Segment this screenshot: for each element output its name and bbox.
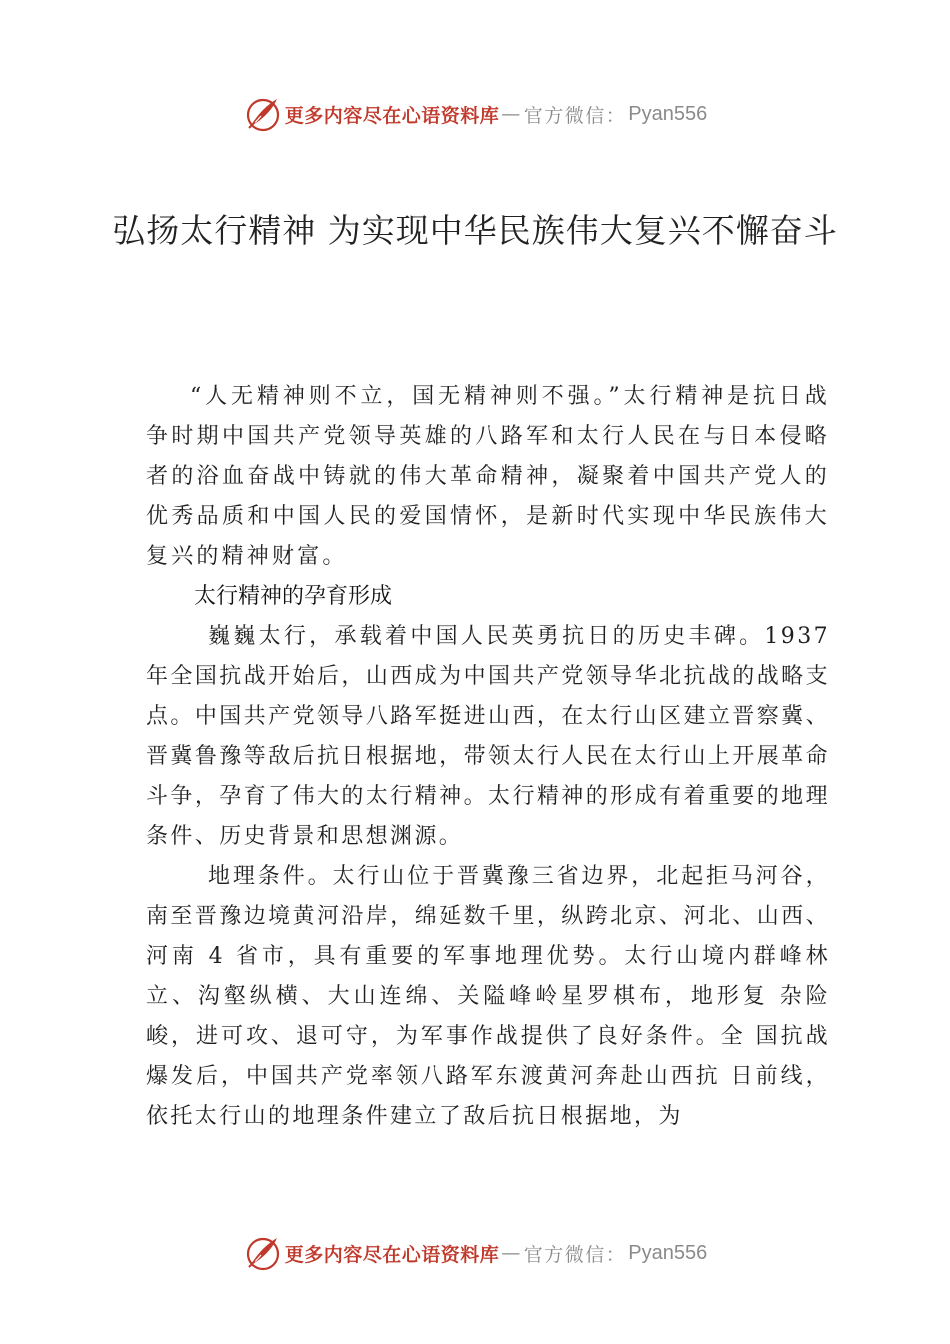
- body-paragraph-2: 地理条件。太行山位于晋冀豫三省边界，北起拒马河谷，南至晋豫边境黄河沿岸，绵延数千里，纵跨北京、河北、山西、河南 4 省市，具有重要的军事地理优势。太行山境内群峰林立、沟壑纵横、大山连绵、关隘峰岭星罗棋布，地形复 杂险峻，进可攻、退可守，为军事作战提供了良好条件。全 国抗战爆发后，中国共产党率领八路军东渡黄河奔赴山西抗 日前线，依托太行山的地理条件建立了敌后抗日根据地，为: [146, 864, 830, 1129]
- header-brand-text: 更多内容尽在心语资料库: [284, 104, 500, 127]
- body-paragraph-1: 巍巍太行，承载着中国人民英勇抗日的历史丰碑。1937年全国抗战开始后，山西成为中国共产党领导华北抗战的战略支点。中国共产党领导八路军挺进山西，在太行山区建立晋察冀、晋冀鲁豫等敌后抗日根据地，带领太行人民在太行山上开展革命斗争，孕育了伟大的太行精神。太行精神的形成有着重要的地理条件、历史背景和思想渊源。: [146, 624, 830, 849]
- header-wechat-label: 官方微信：: [523, 104, 627, 127]
- document-title: 弘扬太行精神 为实现中华民族伟大复兴不懈奋斗: [112, 211, 838, 250]
- header-banner: [0, 94, 950, 134]
- intro-paragraph: “人无精神则不立，国无精神则不强。”太行精神是抗日战争时期中国共产党领导英雄的八路军和太行人民在与日本侵略者的浴血奋战中铸就的伟大革命精神，凝聚着中国共产党人的优秀品质和中国人民的爱国情怀，是新时代实现中华民族伟大复兴的精神财富。: [146, 384, 830, 569]
- footer-banner: [0, 1233, 950, 1273]
- section-heading: 太行精神的孕育形成: [194, 584, 393, 609]
- quill-pen-logo-icon: [243, 1233, 283, 1273]
- header-wechat-id: Pyan556: [628, 102, 708, 125]
- header-dash: —: [501, 103, 522, 125]
- footer-wechat-id: Pyan556: [628, 1241, 708, 1264]
- quill-pen-logo-icon: [243, 94, 283, 134]
- footer-wechat-label: 官方微信：: [523, 1243, 627, 1266]
- footer-dash: —: [501, 1242, 522, 1264]
- document-body: [146, 377, 830, 1137]
- footer-brand-text: 更多内容尽在心语资料库: [284, 1243, 500, 1266]
